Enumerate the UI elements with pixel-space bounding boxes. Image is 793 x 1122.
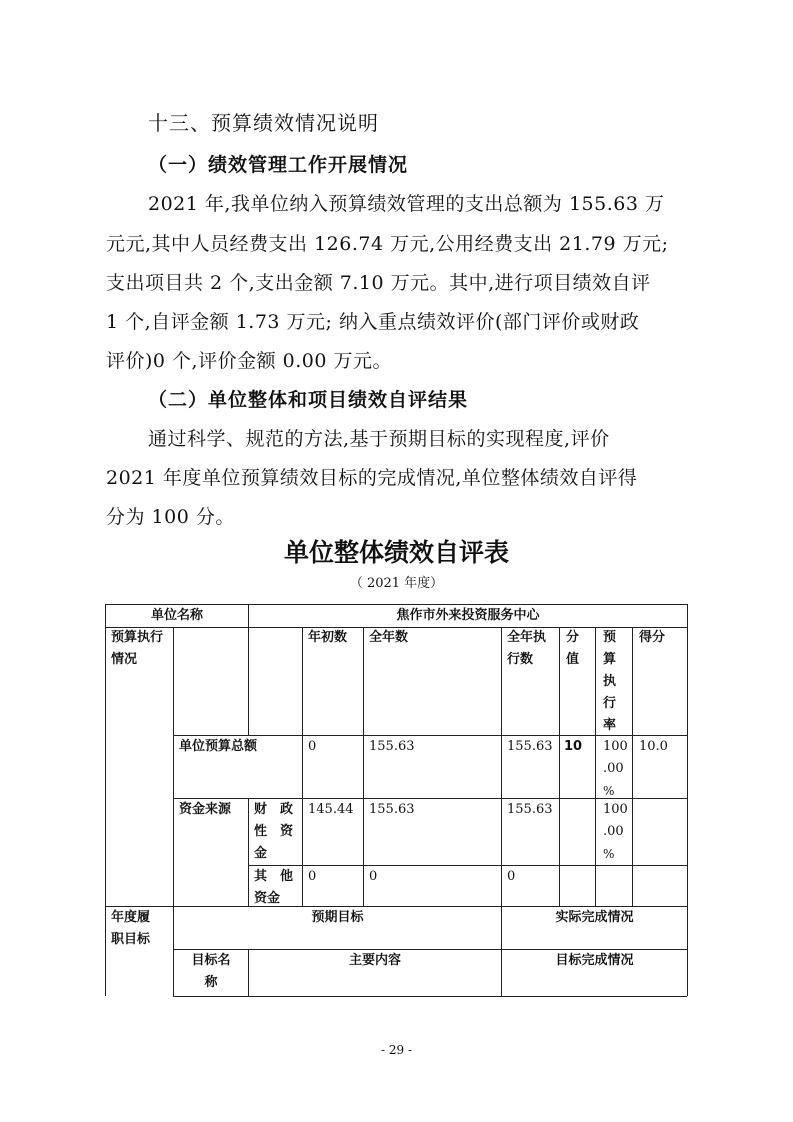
- total-budget-got-score: 10.0: [639, 739, 668, 754]
- paragraph-2-line-3: 分为 100 分。: [106, 506, 235, 528]
- other-funds-execution: 0: [507, 869, 516, 884]
- header-initial: 年初数: [308, 630, 348, 645]
- header-score: 分 值: [566, 630, 580, 667]
- total-budget-score: 10: [564, 739, 583, 754]
- annual-goals-label: 年度履 职目标: [111, 910, 151, 947]
- fiscal-funds-execution: 155.63: [507, 802, 553, 817]
- subsection-title-2: （二）单位整体和项目绩效自评结果: [148, 389, 469, 411]
- page-number: - 29 -: [380, 1043, 412, 1057]
- total-budget-label: 单位预算总额: [179, 739, 258, 754]
- table-year: （ 2021 年度）: [349, 576, 444, 591]
- paragraph-1-line-4: 1 个,自评金额 1.73 万元; 纳入重点绩效评价(部门评价或财政: [106, 311, 640, 333]
- table-title: 单位整体绩效自评表: [283, 538, 509, 567]
- paragraph-2-line-1: 通过科学、规范的方法,基于预期目标的实现程度,评价: [148, 428, 610, 450]
- total-budget-execution: 155.63: [507, 739, 553, 754]
- header-annual-execution: 全年执 行数: [507, 630, 547, 667]
- total-budget-initial: 0: [308, 739, 317, 754]
- expected-goal-header: 预期目标: [311, 910, 364, 925]
- section-title: 十三、预算绩效情况说明: [148, 111, 379, 135]
- paragraph-1-line-5: 评价)0 个,评价金额 0.00 万元。: [106, 350, 392, 372]
- goal-completion-header: 目标完成情况: [555, 953, 634, 968]
- fiscal-funds-rate: 100 .00 %: [603, 802, 628, 861]
- total-budget-annual: 155.63: [369, 739, 415, 754]
- paragraph-2-line-2: 2021 年度单位预算绩效目标的完成情况,单位整体绩效自评得: [106, 467, 638, 489]
- unit-name-label: 单位名称: [150, 608, 203, 623]
- fiscal-funds-initial: 145.44: [308, 802, 354, 817]
- subsection-title-1: （一）绩效管理工作开展情况: [148, 154, 409, 176]
- header-got-score: 得分: [639, 630, 666, 645]
- unit-name-value: 焦作市外来投资服务中心: [396, 608, 540, 623]
- header-execution-rate: 预 算 执 行 率: [603, 630, 617, 733]
- header-annual: 全年数: [369, 630, 409, 645]
- fiscal-funds-label: 财 政 性 资 金: [254, 802, 294, 861]
- other-funds-annual: 0: [369, 869, 378, 884]
- paragraph-1-line-2: 元元,其中人员经费支出 126.74 万元,公用经费支出 21.79 万元;: [106, 233, 669, 255]
- fiscal-funds-annual: 155.63: [369, 802, 415, 817]
- paragraph-1-line-1: 2021 年,我单位纳入预算绩效管理的支出总额为 155.63 万: [148, 193, 665, 215]
- funding-source-label: 资金来源: [179, 802, 232, 817]
- main-content-header: 主要内容: [348, 953, 401, 968]
- paragraph-1-line-3: 支出项目共 2 个,支出金额 7.10 万元。其中,进行项目绩效自评: [106, 272, 651, 294]
- other-funds-initial: 0: [308, 869, 317, 884]
- other-funds-label: 其 他 资金: [254, 869, 294, 906]
- budget-execution-label: 预算执行 情况: [111, 630, 164, 667]
- total-budget-rate: 100 .00 %: [603, 739, 628, 798]
- actual-completion-header: 实际完成情况: [555, 910, 634, 925]
- goal-name-header: 目标名 称: [191, 953, 231, 990]
